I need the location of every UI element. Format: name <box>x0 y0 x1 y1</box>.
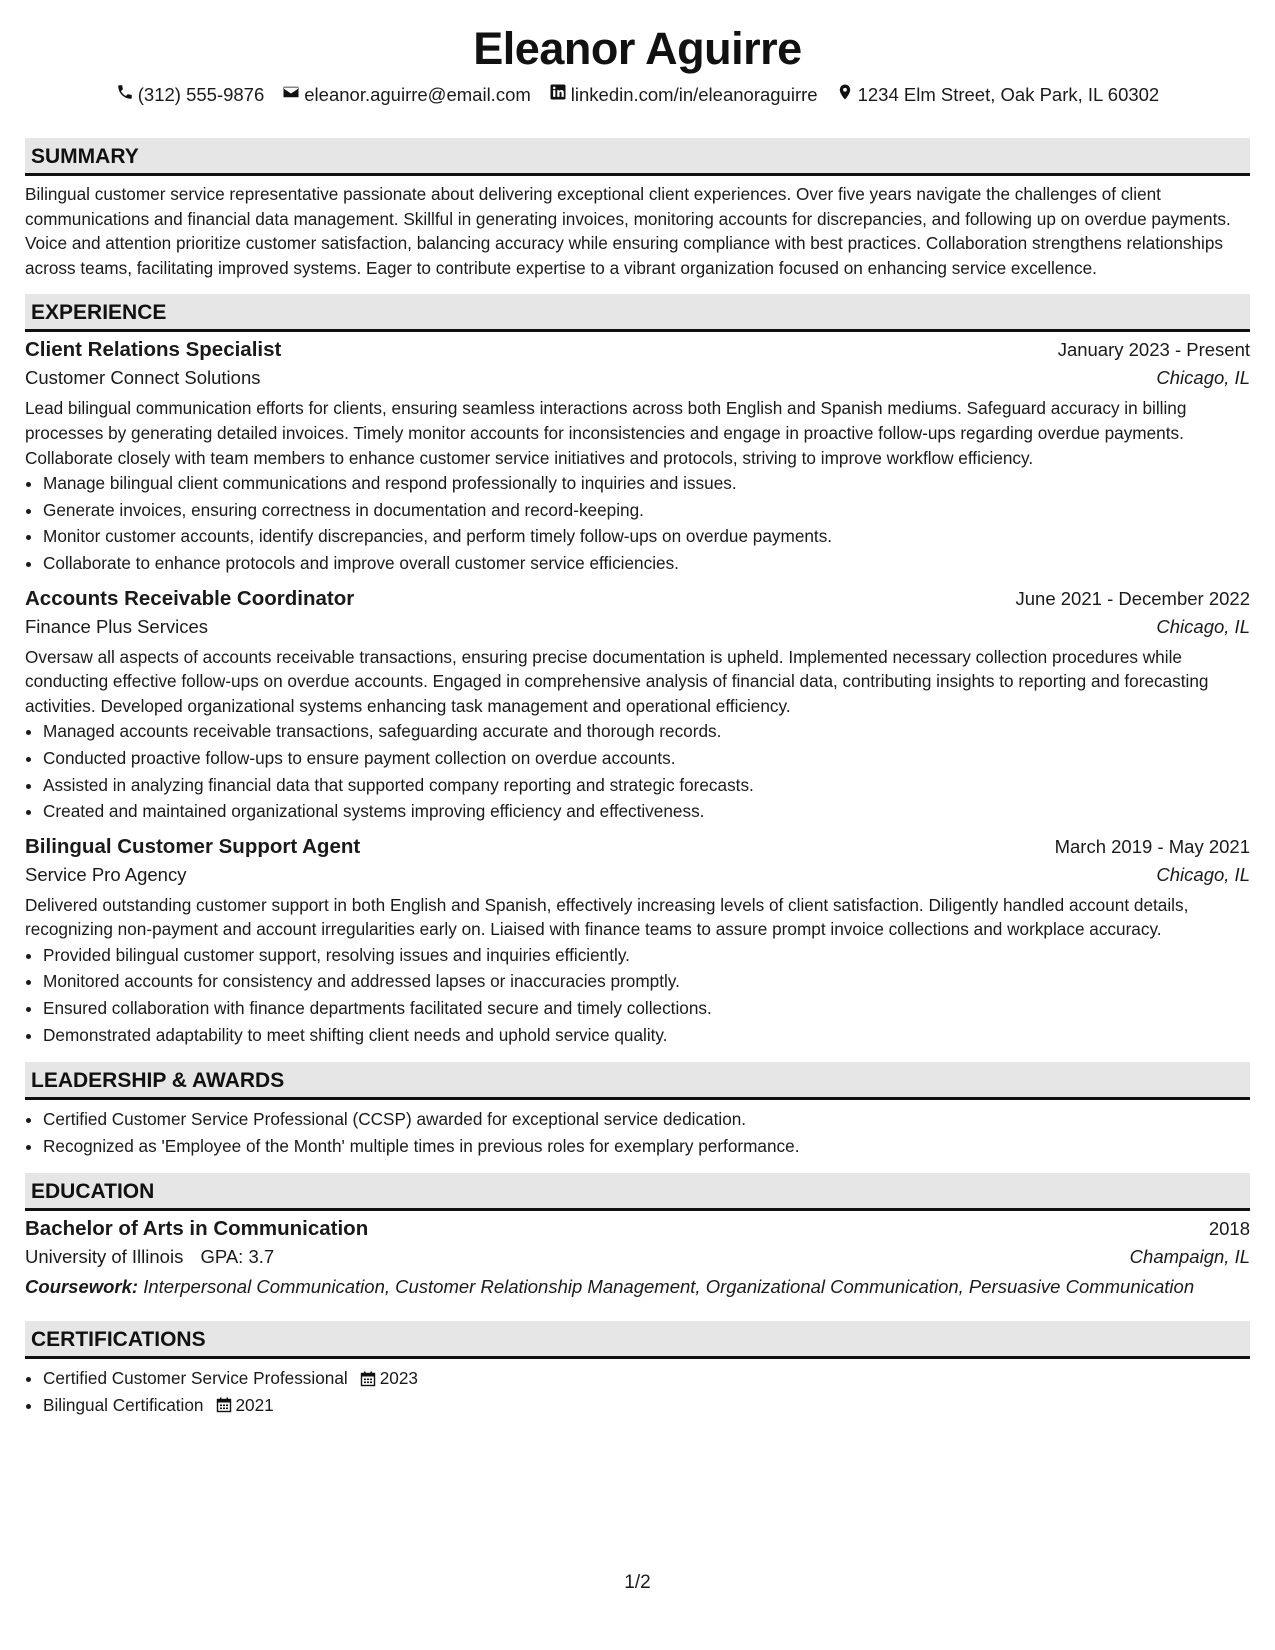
graduation-year: 2018 <box>1208 1218 1250 1240</box>
list-item: • Conducted proactive follow-ups to ensure payment collection on overdue accounts. <box>43 745 1250 772</box>
list-item: • Managed accounts receivable transactions, safeguarding accurate and thorough records. <box>43 718 1250 745</box>
certification-name: • Certified Customer Service Professional <box>43 1368 348 1389</box>
certification-year: 2021 <box>235 1395 274 1416</box>
list-item: • Assisted in analyzing financial data that supported company reporting and strategic forecasts. <box>43 772 1250 799</box>
contact-bar <box>25 82 1250 108</box>
job-bullets <box>25 942 1250 1048</box>
section-header-summary: SUMMARY <box>25 138 1250 176</box>
map-pin-icon <box>836 82 854 108</box>
job-entry <box>25 585 1250 825</box>
job-description: Delivered outstanding customer support in both English and Spanish, effectively increasing levels of client satisfaction. Diligently handled account details, recognizing non-payment and account irregularities early on. Liaised with finance teams to assure prompt invoice collections and workplace accuracy. <box>25 894 1189 940</box>
job-title: Client Relations Specialist <box>25 338 282 362</box>
list-item <box>43 1392 1250 1419</box>
gpa: GPA: 3.7 <box>200 1246 275 1268</box>
leadership-bullets <box>25 1106 1250 1159</box>
contact-email[interactable] <box>282 82 531 108</box>
job-company: Service Pro Agency <box>25 863 187 885</box>
job-entry <box>25 336 1250 576</box>
school-location: Champaign, IL <box>1129 1246 1250 1268</box>
email-text: eleanor.aguirre@email.com <box>304 84 531 105</box>
phone-icon <box>116 82 134 108</box>
contact-linkedin[interactable] <box>549 82 818 108</box>
list-item: • Certified Customer Service Professional (CCSP) awarded for exceptional service dedication. <box>43 1106 1250 1133</box>
section-header-education: EDUCATION <box>25 1173 1250 1211</box>
contact-address <box>836 82 1160 108</box>
school-name: University of Illinois <box>25 1246 184 1268</box>
job-title: Bilingual Customer Support Agent <box>25 834 361 858</box>
list-item: • Monitored accounts for consistency and addressed lapses or inaccuracies promptly. <box>43 968 1250 995</box>
job-title: Accounts Receivable Coordinator <box>25 586 355 610</box>
education-entry <box>25 1215 1250 1299</box>
calendar-icon <box>216 1397 232 1413</box>
job-company: Customer Connect Solutions <box>25 367 261 389</box>
summary-text: Bilingual customer service representative passionate about delivering exceptional client experiences. Over five years navigate the challenges of client communications and financial data management. Skillful in generating invoices, monitoring accounts for discrepancies, and following up on overdue payments. Voice and attention prioritize customer satisfaction, balancing accuracy while ensuring compliance with best practices. Collaboration strengthens relationships across teams, facilitating improved systems. Eager to contribute expertise to a vibrant organization focused on enhancing service excellence. <box>25 184 1231 278</box>
list-item: • Provided bilingual customer support, resolving issues and inquiries efficiently. <box>43 942 1250 969</box>
degree: Bachelor of Arts in Communication <box>25 1217 369 1241</box>
list-item: • Generate invoices, ensuring correctness in documentation and record-keeping. <box>43 497 1250 524</box>
list-item: • Monitor customer accounts, identify discrepancies, and perform timely follow-ups on overdue payments. <box>43 523 1250 550</box>
certification-name: • Bilingual Certification <box>43 1395 204 1416</box>
page-number: 1/2 <box>624 1572 651 1593</box>
job-company: Finance Plus Services <box>25 615 209 637</box>
job-dates: January 2023 - Present <box>1057 339 1250 361</box>
phone-text: (312) 555-9876 <box>137 84 265 105</box>
envelope-icon <box>282 82 300 108</box>
address-text: 1234 Elm Street, Oak Park, IL 60302 <box>857 84 1160 105</box>
linkedin-icon <box>549 82 567 108</box>
section-header-certifications: CERTIFICATIONS <box>25 1321 1250 1359</box>
list-item: • Demonstrated adaptability to meet shifting client needs and uphold service quality. <box>43 1022 1250 1049</box>
job-location: Chicago, IL <box>1156 863 1250 885</box>
school-line <box>25 1243 274 1271</box>
job-description: Lead bilingual communication efforts for clients, ensuring seamless interactions across both English and Spanish mediums. Safeguard accuracy in billing processes by generating detailed invoices. Timely monitor accounts for inconsistencies and engage in proactive follow-ups regarding overdue payments. Collaborate closely with team members to enhance customer service initiatives and protocols, striving to improve workflow efficiency. <box>25 398 1187 468</box>
linkedin-text: linkedin.com/in/eleanoraguirre <box>570 84 818 105</box>
job-bullets <box>25 718 1250 824</box>
coursework <box>25 1275 1250 1299</box>
contact-phone[interactable] <box>116 82 265 108</box>
job-bullets <box>25 470 1250 576</box>
section-header-experience: EXPERIENCE <box>25 294 1250 332</box>
resume-page <box>25 0 1250 1419</box>
list-item <box>43 1365 1250 1392</box>
list-item: • Recognized as 'Employee of the Month' multiple times in previous roles for exemplary performance. <box>43 1133 1250 1160</box>
coursework-list: Interpersonal Communication, Customer Relationship Management, Organizational Communication, Persuasive Communication <box>143 1276 1195 1298</box>
list-item: • Collaborate to enhance protocols and improve overall customer service efficiencies. <box>43 550 1250 577</box>
section-header-leadership: LEADERSHIP & AWARDS <box>25 1062 1250 1100</box>
list-item: • Manage bilingual client communications and respond professionally to inquiries and issues. <box>43 470 1250 497</box>
job-entry <box>25 833 1250 1049</box>
calendar-icon <box>360 1371 376 1387</box>
job-dates: March 2019 - May 2021 <box>1054 835 1250 857</box>
certification-list <box>25 1365 1250 1418</box>
coursework-label: Coursework: <box>25 1276 139 1298</box>
list-item: • Ensured collaboration with finance departments facilitated secure and timely collections. <box>43 995 1250 1022</box>
job-dates: June 2021 - December 2022 <box>1015 587 1250 609</box>
candidate-name: Eleanor Aguirre <box>473 23 802 74</box>
list-item: • Created and maintained organizational systems improving efficiency and effectiveness. <box>43 798 1250 825</box>
job-description: Oversaw all aspects of accounts receivable transactions, ensuring precise documentation is upheld. Implemented necessary collection procedures while conducting effective follow-ups on overdue accounts. Engaged in comprehensive analysis of financial data, contributing insights to reporting and forecasting activities. Developed organizational systems enhancing task management and operational efficiency. <box>25 646 1209 716</box>
certification-year: 2023 <box>379 1368 418 1389</box>
job-location: Chicago, IL <box>1156 615 1250 637</box>
job-location: Chicago, IL <box>1156 367 1250 389</box>
